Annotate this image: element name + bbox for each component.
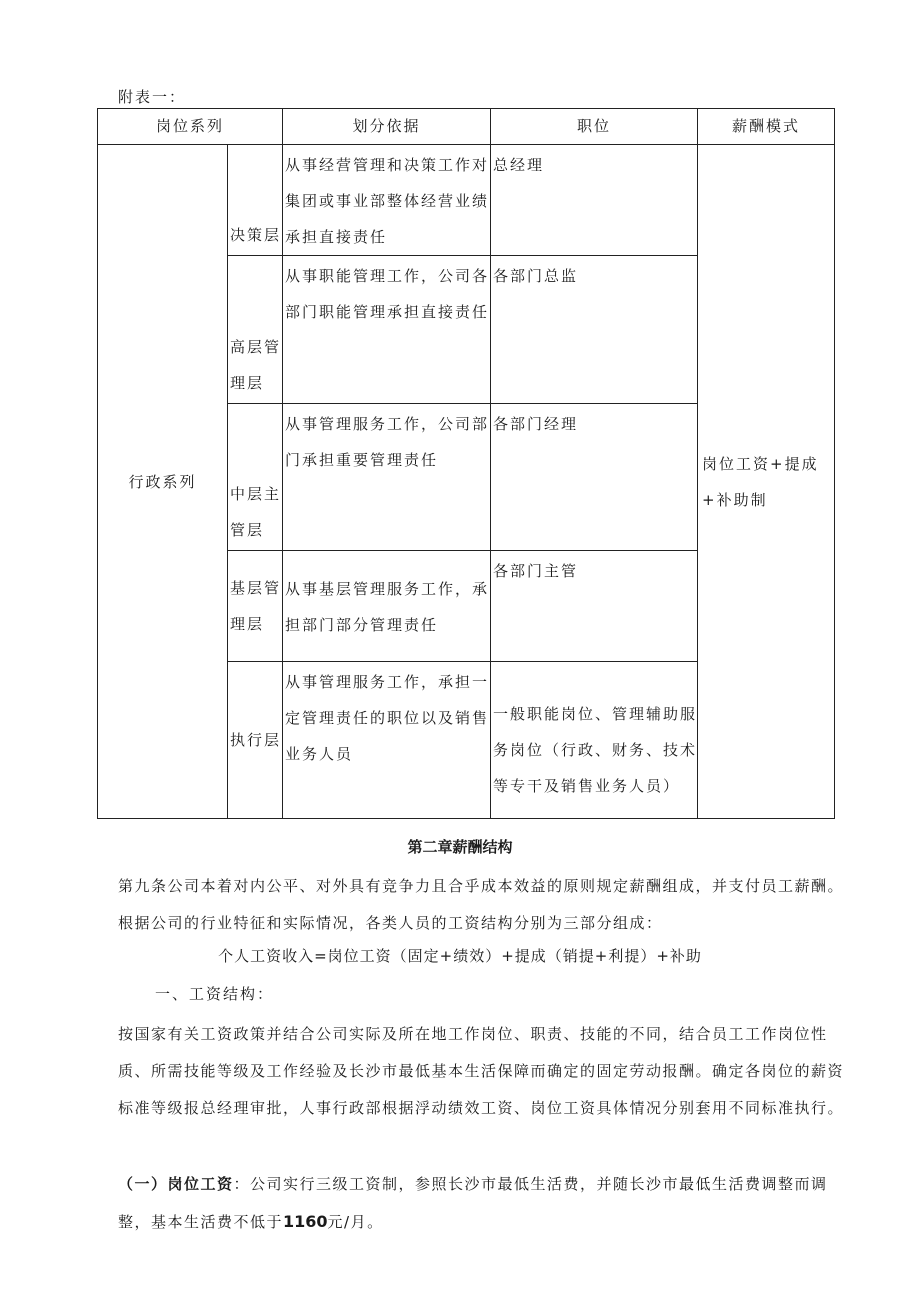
header-position: 职位 xyxy=(491,109,698,145)
table-caption: 附表一： xyxy=(118,88,187,106)
article-9-paragraph: 第九条公司本着对内公平、对外具有竞争力且合乎成本效益的原则规定薪酬组成，并支付员工薪酬。根据公司的行业特征和实际情况，各类人员的工资结构分别为三部分组成： xyxy=(118,877,845,932)
position-cell: 各部门主管 xyxy=(491,551,698,662)
basis-cell: 从事管理服务工作，承担一定管理责任的职位以及销售业务人员 xyxy=(283,662,491,819)
level-cell: 执行层 xyxy=(228,662,283,819)
basis-cell: 从事经营管理和决策工作对集团或事业部整体经营业绩承担直接责任 xyxy=(283,145,491,256)
level-cell: 决策层 xyxy=(228,145,283,256)
item-1-unit: 元/月。 xyxy=(327,1213,384,1231)
item-1-paragraph xyxy=(118,1166,858,1241)
pay-mode-cell: 岗位工资+提成+补助制 xyxy=(698,145,835,819)
item-1-amount: 1160 xyxy=(283,1212,328,1231)
header-pay-mode: 薪酬模式 xyxy=(698,109,835,145)
table-row xyxy=(98,145,835,256)
salary-formula: 个人工资收入=岗位工资（固定+绩效）+提成（销提+利提）+补助 xyxy=(218,947,702,965)
position-table xyxy=(97,108,835,819)
position-cell: 各部门总监 xyxy=(491,256,698,404)
header-series: 岗位系列 xyxy=(98,109,283,145)
basis-cell: 从事基层管理服务工作，承担部门部分管理责任 xyxy=(283,551,491,662)
level-cell: 基层管理层 xyxy=(228,551,283,662)
position-cell: 一般职能岗位、管理辅助服务岗位（行政、财务、技术等专干及销售业务人员） xyxy=(491,662,698,819)
level-cell: 高层管理层 xyxy=(228,256,283,404)
position-cell: 总经理 xyxy=(491,145,698,256)
section-1-title: 一、工资结构： xyxy=(155,985,275,1003)
header-basis: 划分依据 xyxy=(283,109,491,145)
basis-cell: 从事职能管理工作，公司各部门职能管理承担直接责任 xyxy=(283,256,491,404)
section-1-body: 按国家有关工资政策并结合公司实际及所在地工作岗位、职责、技能的不同，结合员工工作岗位性质、所需技能等级及工作经验及长沙市最低基本生活保障而确定的固定劳动报酬。确定各岗位的薪资标准等级报总经理审批，人事行政部根据浮动绩效工资、岗位工资具体情况分别套用不同标准执行。 xyxy=(118,1025,845,1117)
item-1-text: ：公司实行三级工资制，参照长沙市最低生活费，并随长沙市最低生活费调整而调整，基本生活费不低于 xyxy=(118,1175,828,1231)
table-header-row xyxy=(98,109,835,145)
position-cell: 各部门经理 xyxy=(491,404,698,551)
level-cell: 中层主管层 xyxy=(228,404,283,551)
series-cell: 行政系列 xyxy=(98,145,228,819)
chapter-title: 第二章薪酬结构 xyxy=(407,838,513,856)
item-1-label: （一）岗位工资 xyxy=(118,1175,234,1193)
basis-cell: 从事管理服务工作，公司部门承担重要管理责任 xyxy=(283,404,491,551)
